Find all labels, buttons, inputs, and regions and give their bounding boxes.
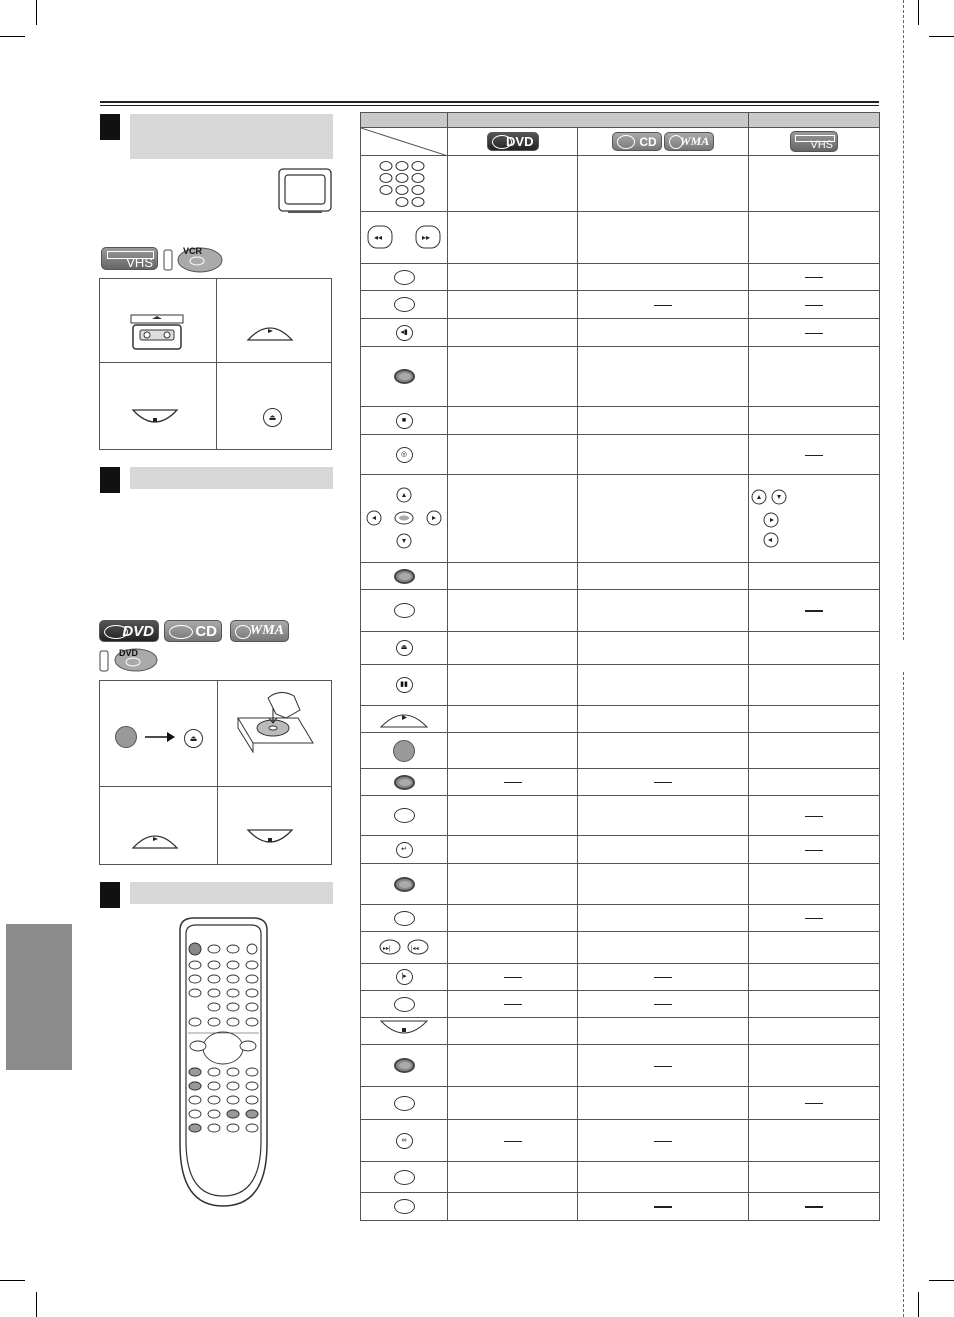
vhs-cell: [749, 1162, 880, 1193]
step-marker: [100, 882, 120, 908]
disc-icon: [169, 625, 193, 639]
not-applicable-dash: [654, 1141, 672, 1142]
power-button-icon: [115, 726, 137, 748]
vhs-cell: [749, 864, 880, 905]
table-row: [361, 836, 880, 864]
table-row: [361, 475, 880, 563]
cd-wma-cell: [578, 1045, 749, 1087]
stop-button-icon: [131, 408, 179, 430]
not-applicable-dash: [504, 1141, 522, 1142]
oval-button-icon: [394, 911, 415, 926]
dvd-cell: [448, 932, 578, 964]
grid-divider: [217, 680, 218, 865]
vhs-cell: [749, 319, 880, 347]
dvd-cell: [448, 905, 578, 932]
cd-wma-cell: [578, 706, 749, 733]
vhs-cell: [749, 665, 880, 706]
tape-icon: ∞: [396, 1133, 413, 1149]
vhs-cell: [749, 932, 880, 964]
number-keys-icon: [372, 159, 436, 207]
button-cell: [361, 1162, 448, 1193]
table-row: [361, 1120, 880, 1162]
vhs-cell: [749, 706, 880, 733]
vhs-cell: [749, 291, 880, 319]
vcr-key-text: VCR: [183, 246, 203, 256]
dvd-cell: [448, 1087, 578, 1120]
oval-button-icon: [394, 603, 415, 618]
table-row: [361, 632, 880, 665]
button-cell: [361, 905, 448, 932]
cd-wma-cell: [578, 563, 749, 590]
cd-wma-cell: [578, 632, 749, 665]
stop-button-icon: [246, 828, 294, 850]
cd-wma-cell: [578, 475, 749, 563]
vhs-arrow-keys-icon: [749, 475, 880, 562]
table-row: [361, 864, 880, 905]
button-cell: [361, 563, 448, 590]
vhs-cell: [749, 905, 880, 932]
cd-wma-cell: [578, 407, 749, 435]
cd-wma-cell: [578, 1087, 749, 1120]
gray-button-icon: [394, 877, 415, 892]
dvd-cell: [448, 212, 578, 264]
gray-button-icon: [394, 1058, 415, 1073]
vhs-cell: [749, 212, 880, 264]
button-cell: [361, 435, 448, 475]
dvd-cell: [448, 435, 578, 475]
button-cell: [361, 475, 448, 563]
vhs-cell: [749, 733, 880, 769]
step-marker: [100, 114, 120, 140]
oval-button-icon: [394, 997, 415, 1012]
not-applicable-dash: [805, 455, 823, 456]
vhs-cell: [749, 347, 880, 407]
cd-wma-cell: [578, 1018, 749, 1045]
oval-button-icon: [394, 808, 415, 823]
table-row: [361, 769, 880, 796]
header-cell: [361, 113, 448, 128]
disc-icon: [492, 135, 512, 149]
crop-mark: [929, 1280, 954, 1281]
dvd-cell: [448, 156, 578, 212]
remote-control-illustration: [176, 916, 271, 1208]
vhs-cell: [749, 475, 880, 563]
button-cell: [361, 632, 448, 665]
table-row: [361, 590, 880, 632]
cd-badge: [612, 132, 662, 151]
grid-divider: [99, 362, 332, 363]
table-row: [361, 128, 880, 156]
dvd-cell: [448, 291, 578, 319]
button-cell: [361, 1045, 448, 1087]
vhs-cell: [749, 1087, 880, 1120]
oval-button-icon: [394, 1170, 415, 1185]
skip-buttons-icon: [364, 223, 444, 251]
not-applicable-dash: [504, 977, 522, 978]
not-applicable-dash: [805, 1206, 823, 1208]
cd-wma-cell: [578, 932, 749, 964]
table-row: [361, 407, 880, 435]
vhs-badge: [101, 247, 158, 270]
tv-icon: [278, 168, 333, 214]
cd-wma-cell: [578, 1193, 749, 1221]
cassette-icon: [130, 314, 185, 352]
cd-wma-cell: [578, 264, 749, 291]
button-cell: [361, 156, 448, 212]
oval-button-icon: [394, 270, 415, 285]
table-header-row: [361, 113, 880, 128]
function-table: [360, 112, 880, 1221]
stop-square-icon: ■: [396, 413, 413, 429]
button-cell: [361, 1018, 448, 1045]
vhs-cell: [749, 964, 880, 991]
vhs-cell: [749, 632, 880, 665]
dvd-cell: [448, 264, 578, 291]
table-row: [361, 212, 880, 264]
button-cell: [361, 407, 448, 435]
eject-icon: ⏏: [396, 640, 413, 656]
wma-badge-label: WMA: [679, 134, 710, 148]
table-row: [361, 435, 880, 475]
vhs-cell: [749, 1193, 880, 1221]
dvd-cell: [448, 632, 578, 665]
crop-mark: [918, 0, 919, 25]
dvd-cell: [448, 665, 578, 706]
section-title-bar: [130, 882, 333, 904]
arrow-icon: [145, 731, 175, 743]
not-applicable-dash: [805, 1103, 823, 1104]
table-row: [361, 1045, 880, 1087]
disc-icon: [617, 135, 635, 149]
header-rule-thin: [100, 105, 879, 106]
vhs-badge-label: VHS: [126, 255, 153, 270]
crop-mark: [0, 1280, 25, 1281]
grid-divider: [99, 786, 332, 787]
table-row: [361, 932, 880, 964]
eject-button-icon: ⏏: [263, 408, 282, 427]
dvd-cell: [448, 1120, 578, 1162]
frame-step-icon: ◂▮: [396, 325, 413, 341]
dvd-cell: [448, 769, 578, 796]
pause-icon: ▮▮: [396, 677, 413, 693]
table-row: [361, 319, 880, 347]
cd-wma-cell: [578, 291, 749, 319]
button-cell: [361, 212, 448, 264]
dvd-cell: [448, 964, 578, 991]
dvd-badge-label: DVD: [122, 622, 154, 640]
button-cell: [361, 319, 448, 347]
dvd-badge: [99, 620, 159, 642]
dvd-cell: [448, 796, 578, 836]
side-tab: [6, 924, 72, 1070]
cd-badge: [164, 620, 222, 642]
dvd-cell: [448, 706, 578, 733]
gray-button-icon: [394, 775, 415, 790]
oval-button-icon: [394, 1096, 415, 1111]
dvd-cell: [448, 347, 578, 407]
not-applicable-dash: [654, 305, 672, 306]
button-cell: [361, 706, 448, 733]
button-cell: [361, 769, 448, 796]
not-applicable-dash: [805, 305, 823, 306]
stop-button-icon: [379, 1019, 429, 1041]
wma-badge-label: WMA: [249, 623, 284, 638]
play-button-icon: [379, 707, 429, 729]
dvd-cell: [448, 1045, 578, 1087]
vhs-cell: [749, 264, 880, 291]
vhs-cell: [749, 435, 880, 475]
dvd-cell: [448, 563, 578, 590]
vhs-cell: [749, 1045, 880, 1087]
slow-play-icon: |▸: [396, 969, 413, 985]
button-cell: [361, 264, 448, 291]
button-cell: [361, 733, 448, 769]
table-row: [361, 291, 880, 319]
section-title-bar: [130, 114, 333, 159]
cd-wma-cell: [578, 347, 749, 407]
button-cell: [361, 1193, 448, 1221]
dvd-badge-label: DVD: [506, 134, 534, 149]
cd-wma-cell: [578, 665, 749, 706]
table-row: [361, 706, 880, 733]
header-rule: [100, 101, 879, 103]
not-applicable-dash: [805, 816, 823, 817]
button-cell: [361, 347, 448, 407]
power-button-icon: [393, 740, 415, 762]
disc-insert-illustration: [228, 688, 323, 753]
gray-button-icon: [394, 569, 415, 584]
cd-wma-cell: [578, 905, 749, 932]
not-applicable-dash: [805, 610, 823, 612]
not-applicable-dash: [805, 277, 823, 278]
grid-divider: [216, 278, 217, 450]
vhs-cell: [749, 156, 880, 212]
vhs-column-header: [749, 128, 880, 156]
cd-badge-label: CD: [639, 134, 657, 149]
dvd-cell: [448, 475, 578, 563]
table-row: [361, 964, 880, 991]
vhs-badge-label: VHS: [810, 139, 833, 151]
svg-text:▸▸: ▸▸: [422, 232, 431, 242]
cd-wma-cell: [578, 319, 749, 347]
cd-wma-cell: [578, 1162, 749, 1193]
table-row: [361, 905, 880, 932]
dvd-key-icon: [99, 645, 161, 673]
cd-wma-cell: [578, 796, 749, 836]
cut-line: [903, 672, 904, 1317]
return-icon: ↵: [396, 842, 413, 858]
vhs-cell: [749, 836, 880, 864]
play-button-icon: [131, 828, 179, 850]
not-applicable-dash: [654, 1066, 672, 1067]
button-cell: [361, 590, 448, 632]
crop-mark: [0, 36, 25, 37]
cd-wma-cell: [578, 991, 749, 1018]
dvd-badge: [487, 132, 539, 151]
table-row: [361, 733, 880, 769]
cd-wma-column-header: [578, 128, 749, 156]
cd-wma-cell: [578, 769, 749, 796]
cd-wma-cell: [578, 590, 749, 632]
gray-button-icon: [394, 369, 415, 384]
dvd-cell: [448, 319, 578, 347]
table-row: [361, 347, 880, 407]
table-row: [361, 796, 880, 836]
cd-wma-cell: [578, 212, 749, 264]
dvd-cell: [448, 407, 578, 435]
wma-badge: [664, 132, 714, 151]
table-row: [361, 264, 880, 291]
not-applicable-dash: [654, 1004, 672, 1005]
button-cell: [361, 291, 448, 319]
crop-mark: [36, 1292, 37, 1317]
vhs-cell: [749, 796, 880, 836]
vhs-cell: [749, 590, 880, 632]
disc-icon: [104, 625, 128, 639]
svg-text:|◂◂: |◂◂: [411, 945, 419, 952]
dvd-cell: [448, 1162, 578, 1193]
not-applicable-dash: [805, 850, 823, 851]
cd-wma-cell: [578, 156, 749, 212]
table-row: [361, 563, 880, 590]
button-cell: [361, 665, 448, 706]
step-marker: [100, 467, 120, 493]
dvd-cell: [448, 991, 578, 1018]
not-applicable-dash: [654, 1206, 672, 1208]
not-applicable-dash: [504, 782, 522, 783]
play-button-icon: [246, 320, 294, 342]
vhs-cell: [749, 1120, 880, 1162]
diagonal-line: [361, 128, 448, 156]
oval-button-icon: [394, 1199, 415, 1214]
button-cell: [361, 991, 448, 1018]
cd-wma-cell: [578, 864, 749, 905]
svg-text:▸▸|: ▸▸|: [383, 945, 391, 952]
button-cell: [361, 1087, 448, 1120]
vhs-badge: [790, 131, 838, 152]
button-cell: [361, 864, 448, 905]
header-cell: [448, 113, 749, 128]
header-cell: [749, 113, 880, 128]
cursor-keys-icon: [362, 486, 446, 550]
vhs-cell: [749, 769, 880, 796]
diagonal-cell: [361, 128, 448, 156]
table-row: [361, 156, 880, 212]
dvd-cell: [448, 590, 578, 632]
crop-mark: [36, 0, 37, 25]
wma-badge: [230, 620, 289, 642]
dvd-cell: [448, 836, 578, 864]
dvd-column-header: [448, 128, 578, 156]
vhs-cell: [749, 991, 880, 1018]
cd-wma-cell: [578, 733, 749, 769]
button-cell: [361, 796, 448, 836]
not-applicable-dash: [504, 1004, 522, 1005]
button-cell: [361, 1120, 448, 1162]
oval-button-icon: [394, 297, 415, 312]
cut-line: [903, 0, 904, 640]
table-row: [361, 1087, 880, 1120]
section-title-bar: [130, 467, 333, 489]
not-applicable-dash: [805, 333, 823, 334]
dvd-cell: [448, 864, 578, 905]
not-applicable-dash: [805, 918, 823, 919]
vhs-cell: [749, 1018, 880, 1045]
cd-badge-label: CD: [195, 622, 217, 640]
table-row: [361, 1162, 880, 1193]
dvd-cell: [448, 1018, 578, 1045]
cd-wma-cell: [578, 435, 749, 475]
dvd-cell: [448, 733, 578, 769]
vhs-cell: [749, 563, 880, 590]
button-cell: [361, 932, 448, 964]
vcr-key-icon: [163, 242, 225, 274]
crop-mark: [918, 1292, 919, 1317]
svg-text:◂◂: ◂◂: [374, 232, 383, 242]
skip-prev-next-icon: [378, 938, 430, 956]
cd-wma-cell: [578, 964, 749, 991]
table-row: [361, 1193, 880, 1221]
table-row: [361, 1018, 880, 1045]
cd-wma-cell: [578, 836, 749, 864]
button-cell: [361, 836, 448, 864]
cd-wma-cell: [578, 1120, 749, 1162]
crop-mark: [929, 36, 954, 37]
dvd-cell: [448, 1193, 578, 1221]
disc-icon: [235, 625, 251, 639]
dvd-key-text: DVD: [119, 648, 139, 658]
table-row: [361, 665, 880, 706]
table-row: [361, 991, 880, 1018]
not-applicable-dash: [654, 977, 672, 978]
eject-button-icon: ⏏: [184, 729, 203, 748]
vhs-cell: [749, 407, 880, 435]
disc-button-icon: ◎: [396, 447, 413, 463]
button-cell: [361, 964, 448, 991]
not-applicable-dash: [654, 782, 672, 783]
